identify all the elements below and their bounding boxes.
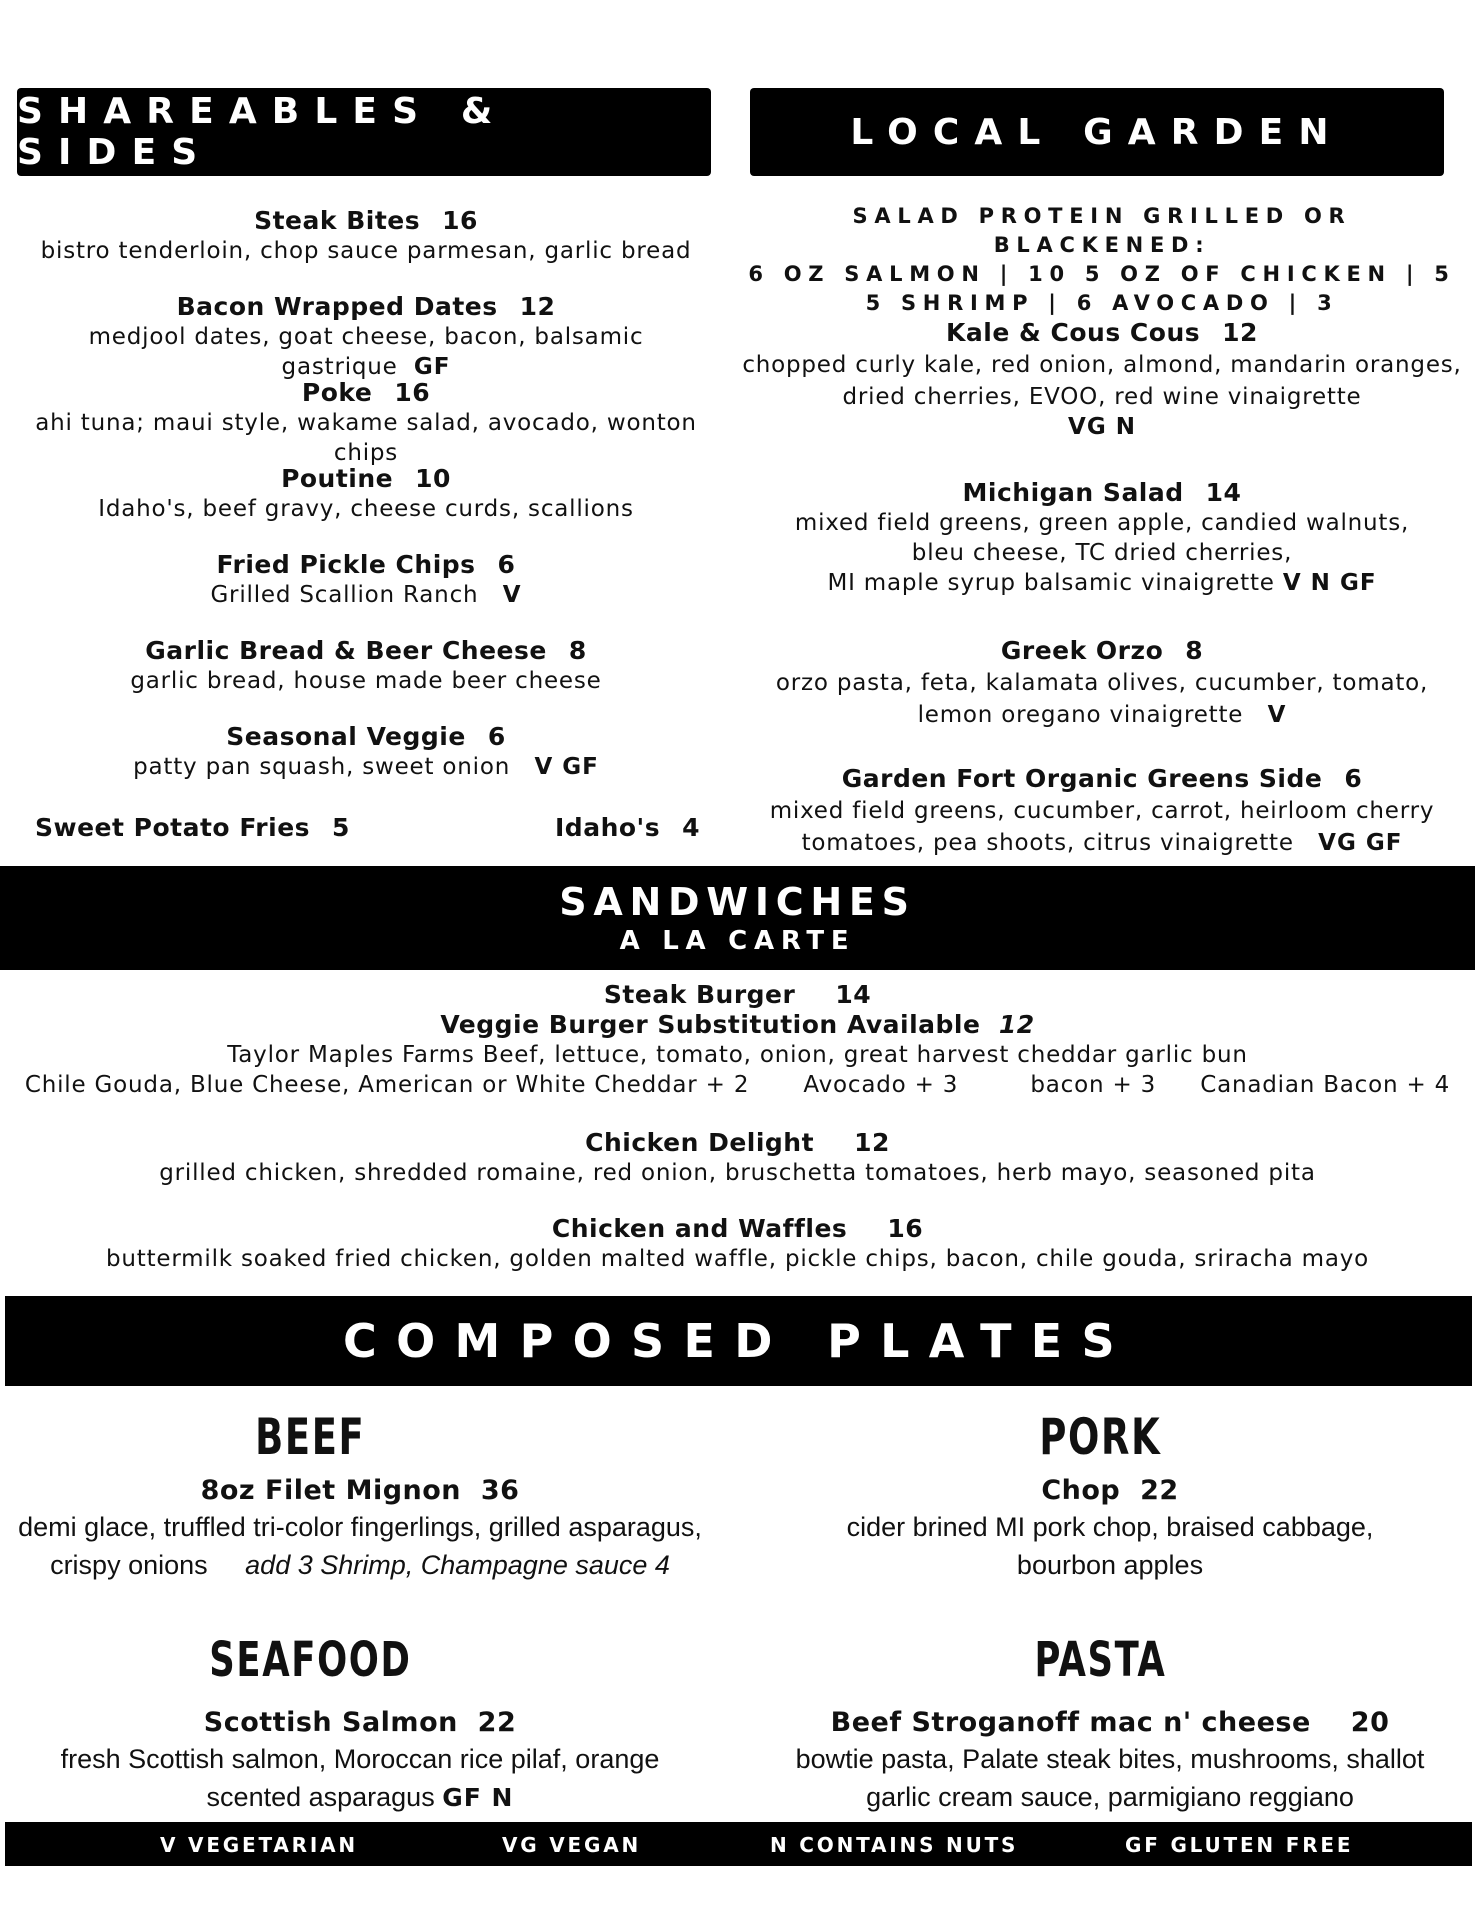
addon: Avocado + 3: [803, 1072, 959, 1098]
list-item: [738, 764, 1466, 858]
dietary-tags: VG GF: [1318, 830, 1403, 856]
composed-header: [5, 1296, 1472, 1386]
item-price: 14: [1205, 478, 1242, 507]
list-item: [738, 318, 1466, 478]
item-price: 12: [854, 1128, 890, 1157]
item-desc: mixed field greens, cucumber, carrot, heirloom cherry: [769, 798, 1435, 824]
list-item: [10, 206, 722, 292]
list-item: [10, 292, 722, 378]
list-item: [0, 1128, 1475, 1214]
item-price: 22: [1140, 1475, 1179, 1506]
list-item: [10, 378, 722, 464]
dietary-tags: GF N: [442, 1783, 514, 1812]
item-price: 16: [394, 378, 431, 407]
item-price: 12: [519, 292, 556, 321]
item-name: Fried Pickle Chips: [216, 550, 476, 579]
item-price: 6: [1344, 764, 1363, 793]
sandwiches-header: [0, 866, 1475, 970]
dietary-tags: V GF: [534, 754, 599, 780]
composed-title: COMPOSED PLATES: [343, 1314, 1134, 1368]
list-item: [0, 1214, 1475, 1274]
list-item: [10, 550, 722, 636]
item-desc: patty pan squash, sweet onion: [133, 754, 511, 780]
addon: Chile Gouda, Blue Cheese, American or White Cheddar + 2: [24, 1072, 750, 1098]
side-name: Sweet Potato Fries: [35, 813, 311, 842]
protein-line: 6 OZ SALMON | 10 5 OZ OF CHICKEN | 5: [748, 262, 1456, 286]
side-price: 5: [332, 813, 350, 842]
item-price: 10: [415, 464, 451, 493]
item-desc: MI maple syrup balsamic vinaigrette: [827, 570, 1275, 596]
side-price: 4: [682, 813, 700, 842]
item-desc: mixed field greens, green apple, candied walnuts,: [794, 510, 1410, 536]
dietary-legend: [5, 1822, 1472, 1866]
item-addon: add 3 Shrimp, Champagne sauce 4: [245, 1550, 670, 1580]
dietary-tags: V N GF: [1282, 570, 1377, 596]
legend-vegetarian: V VEGETARIAN: [160, 1833, 358, 1857]
veggie-substitution: Veggie Burger Substitution Available: [440, 1010, 981, 1039]
item-name: Scottish Salmon: [203, 1707, 458, 1738]
category-heading: BEEF: [254, 1408, 366, 1466]
list-item: [10, 636, 722, 722]
legend-vegan: VG VEGAN: [502, 1833, 642, 1857]
garden-list: [738, 202, 1466, 858]
item-desc: chopped curly kale, red onion, almond, mandarin oranges,: [742, 352, 1462, 378]
beef-section: [10, 1408, 710, 1584]
item-name: Bacon Wrapped Dates: [176, 292, 498, 321]
list-item: [10, 464, 722, 550]
side-idahos: [555, 813, 700, 843]
item-desc: Grilled Scallion Ranch: [210, 582, 479, 608]
item-desc: scented asparagus: [206, 1782, 435, 1812]
item-price: 16: [442, 206, 478, 235]
item-desc: fresh Scottish salmon, Moroccan rice pilaf, orange: [60, 1744, 660, 1774]
sandwiches-list: [0, 980, 1475, 1274]
item-name: 8oz Filet Mignon: [200, 1475, 462, 1506]
shareables-header: [17, 88, 711, 176]
item-desc: garlic bread, house made beer cheese: [130, 668, 602, 694]
item-price: 8: [1185, 636, 1204, 665]
item-name: Beef Stroganoff mac n' cheese: [830, 1707, 1311, 1738]
list-item: [10, 722, 722, 808]
item-desc: Taylor Maples Farms Beef, lettuce, tomato, onion, great harvest cheddar garlic bun: [227, 1042, 1248, 1068]
item-price: 6: [497, 550, 516, 579]
item-price: 36: [480, 1475, 520, 1506]
shareables-list: [10, 206, 722, 808]
item-desc: crispy onions: [50, 1550, 208, 1580]
item-desc: bourbon apples: [1016, 1550, 1204, 1580]
item-desc: medjool dates, goat cheese, bacon, balsamic gastrique: [88, 324, 644, 380]
garden-header: [750, 88, 1444, 176]
seafood-section: [10, 1632, 710, 1817]
legend-gluten-free: GF GLUTEN FREE: [1125, 1833, 1354, 1857]
item-desc: grilled chicken, shredded romaine, red onion, bruschetta tomatoes, herb mayo, seasoned pita: [159, 1160, 1316, 1186]
item-desc: bowtie pasta, Palate steak bites, mushrooms, shallot: [795, 1744, 1425, 1774]
addon: bacon + 3: [1030, 1072, 1157, 1098]
item-desc: dried cherries, EVOO, red wine vinaigrette: [842, 384, 1362, 410]
item-name: Kale & Cous Cous: [946, 318, 1201, 347]
category-heading: PASTA: [1034, 1632, 1166, 1688]
sandwiches-title: SANDWICHES: [559, 880, 916, 924]
addon: Canadian Bacon + 4: [1200, 1072, 1451, 1098]
item-price: 12: [1222, 318, 1258, 347]
item-desc: ahi tuna; maui style, wakame salad, avocado, wonton chips: [35, 410, 697, 466]
item-name: Steak Burger: [603, 980, 796, 1009]
side-name: Idaho's: [555, 813, 661, 842]
item-name: Garlic Bread & Beer Cheese: [145, 636, 547, 665]
item-desc: bistro tenderloin, chop sauce parmesan, garlic bread: [40, 238, 692, 264]
category-heading: PORK: [1039, 1408, 1161, 1466]
item-name: Poke: [301, 378, 373, 407]
sandwiches-subtitle: A LA CARTE: [619, 926, 856, 956]
item-desc: orzo pasta, feta, kalamata olives, cucumber, tomato,: [775, 670, 1429, 696]
pork-section: [760, 1408, 1460, 1584]
item-name: Michigan Salad: [962, 478, 1184, 507]
item-desc: garlic cream sauce, parmigiano reggiano: [866, 1782, 1354, 1812]
garden-title: LOCAL GARDEN: [850, 111, 1344, 153]
item-name: Greek Orzo: [1000, 636, 1164, 665]
dietary-tags: V: [502, 582, 522, 608]
protein-line: 5 SHRIMP | 6 AVOCADO | 3: [865, 291, 1339, 315]
item-name: Chop: [1041, 1475, 1121, 1506]
legend-nuts: N CONTAINS NUTS: [770, 1833, 1019, 1857]
item-price: 14: [835, 980, 872, 1009]
dietary-tags: V: [1267, 702, 1287, 728]
item-name: Chicken and Waffles: [551, 1214, 848, 1243]
dietary-tags: GF: [413, 354, 451, 380]
item-desc: tomatoes, pea shoots, citrus vinaigrette: [801, 830, 1294, 856]
protein-line: SALAD PROTEIN GRILLED OR BLACKENED:: [852, 204, 1352, 257]
item-desc: Idaho's, beef gravy, cheese curds, scallions: [98, 496, 634, 522]
item-price: 8: [568, 636, 587, 665]
list-item: [738, 478, 1466, 636]
item-price: 22: [477, 1707, 517, 1738]
item-name: Garden Fort Organic Greens Side: [841, 764, 1323, 793]
item-name: Chicken Delight: [585, 1128, 815, 1157]
item-desc: bleu cheese, TC dried cherries,: [911, 540, 1293, 566]
item-name: Seasonal Veggie: [226, 722, 466, 751]
veggie-price: 12: [998, 1010, 1035, 1039]
list-item: [738, 636, 1466, 764]
category-heading: SEAFOOD: [208, 1632, 412, 1688]
burger-addons: [0, 1070, 1475, 1100]
pasta-section: [760, 1632, 1460, 1816]
item-desc: lemon oregano vinaigrette: [917, 702, 1244, 728]
item-price: 16: [887, 1214, 924, 1243]
side-sweet-potato-fries: [35, 813, 350, 843]
shareables-title: SHAREABLES & SIDES: [17, 91, 508, 173]
item-price: 6: [487, 722, 506, 751]
item-name: Poutine: [281, 464, 394, 493]
item-desc: buttermilk soaked fried chicken, golden malted waffle, pickle chips, bacon, chile gouda, sriracha mayo: [105, 1246, 1370, 1272]
protein-options: [738, 202, 1466, 318]
item-desc: demi glace, truffled tri-color fingerlings, grilled asparagus,: [18, 1512, 702, 1542]
item-desc: cider brined MI pork chop, braised cabbage,: [846, 1512, 1374, 1542]
item-price: 20: [1350, 1707, 1390, 1738]
item-name: Steak Bites: [254, 206, 421, 235]
dietary-tags: VG N: [1068, 414, 1136, 440]
